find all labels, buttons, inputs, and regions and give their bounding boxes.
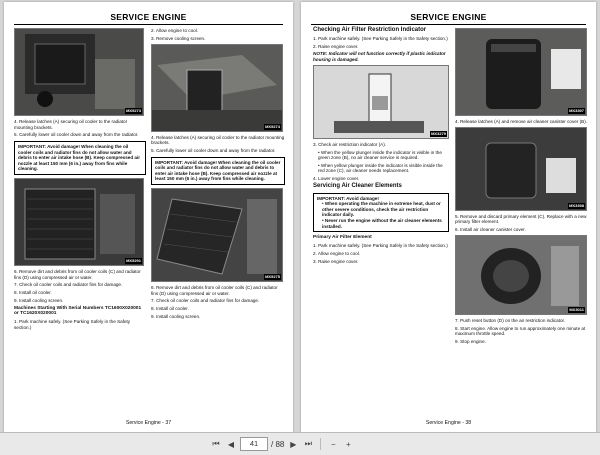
title-rule [311,24,586,25]
figure-code: MX5291 [126,258,141,264]
step-text: 9. Install cooling screen. [14,297,64,303]
step-text: 7. Check oil cooler coils and radiator fins for damage. [14,282,123,288]
step-text: 8. Install oil cooler. [14,290,52,296]
step-text: 8. Install oil cooler. [151,306,189,312]
next-page-icon[interactable]: ▶ [290,439,297,449]
section-heading: Machines Starting With Serial Numbers TC1600X020001 or TC1620X020001 [14,305,142,317]
figure-code: MX5273 [126,108,141,114]
step-text: 3. Raise engine cover. [313,258,359,264]
figure-code: MX3279 [431,131,446,137]
step-text: 4. Release latches (A) securing oil cooler to the radiator mounting brackets. [14,119,128,130]
left-column-2 [151,28,285,322]
photo-cooler-lowered-illustration [152,189,282,281]
section-heading: Checking Air Filter Restriction Indicator [313,27,427,33]
step-text: 4. Lower engine cover. [313,176,360,182]
step-text: 6. Remove dirt and debris from oil cooler coils (C) and radiator fins (D) using compressed air or water. [14,268,141,280]
bullet-text: • When yellow plunger inside the indicator is visible inside the red zone (C), air cleaner needs replacement. [318,162,443,174]
step-text: 2. Allow engine to cool. [313,250,360,256]
step-text: 4. Release latches (A) securing oil cooler to the radiator mounting brackets. [151,134,285,146]
page-number-input[interactable]: 41 [240,437,268,451]
page-title: SERVICE ENGINE [410,12,487,22]
photo-indicator-illustration [314,66,448,138]
page-right [301,2,596,432]
figure-oil-cooler-3 [151,44,283,132]
important-warning [313,193,449,233]
step-text: 2. Raise engine cover. [313,43,359,49]
photo-element-illustration [456,128,586,210]
figure-air-cleaner-3 [455,235,587,315]
step-text: 3. Remove cooling screen. [151,35,206,41]
right-column-1 [313,28,449,266]
step-text: 9. Install cooling screen. [151,313,201,319]
important-warning: IMPORTANT: Avoid damage! When cleaning the oil cooler coils and radiator fins do not allow water and debris to enter air intake hose (B). Keep compressed air nozzle at least 150 mm (6 in.) away from fins while cleaning. [151,157,285,185]
page-footer: Service Engine - 38 [425,420,472,426]
note-text: NOTE: Indicator will not function correctly if plastic indicator housing is damaged. [313,51,446,62]
step-text: 7. Push reset button (D) on the air restriction indicator. [455,317,566,323]
toolbar-divider [320,438,321,450]
warning-bullet: • When operating the machine in extreme heat, dust or other severe conditions, check the air restriction indicator daily. [322,201,441,218]
step-text: 7. Check oil cooler coils and radiator fins for damage. [151,298,260,304]
figure-code: MX5274 [265,123,280,129]
photo-canister-illustration [456,29,586,115]
step-text: 5. Remove and discard primary element (C). Replace with a new primary filter element. [455,213,587,225]
figure-air-cleaner-2 [455,127,587,211]
warning-title: IMPORTANT: Avoid damage! [317,195,379,201]
figure-oil-cooler-2 [14,178,144,266]
page-left [4,2,293,432]
step-text: 3. Check air restriction indicator (A). [313,141,387,147]
page-footer: Service Engine - 37 [125,420,172,426]
photo-engine-hood-illustration [152,45,282,131]
bullet-text: • When the yellow plunger inside the indicator is visible in the green zone (B), no air cleaner service is required. [318,149,442,161]
zoom-in-icon[interactable]: + [346,439,351,449]
photo-reset-illustration [456,236,586,314]
title-rule [14,24,283,25]
left-column-1 [14,28,146,332]
zoom-out-icon[interactable]: − [331,439,336,449]
step-text: 1. Park machine safely. (See Parking Safely in the Safety section.) [313,242,448,248]
step-text: 1. Park machine safely. (See Parking Safely in the Safety section.) [313,35,448,41]
figure-code: MX3398 [569,203,584,209]
figure-code: MX3011 [569,307,584,313]
figure-code: MX3397 [569,108,584,114]
figure-air-cleaner-1 [455,28,587,116]
toolbar-controls [210,437,354,451]
figure-code: MX5275 [265,274,280,280]
viewer-toolbar [0,432,600,455]
step-text: 5. Carefully lower oil cooler down and away from the radiator. [14,132,139,138]
important-warning: IMPORTANT: Avoid damage! When cleaning the oil cooler coils and radiator fins do not allow water and debris to enter air intake hose (B). Keep compressed air nozzle at least 150 mm (6 in.) away from fins while cleaning. [14,141,146,175]
step-text: 8. Start engine. Allow engine to run approximately one minute at maximum throttle speed. [455,325,586,337]
figure-oil-cooler-1 [14,28,144,116]
last-page-icon[interactable]: ⏭ [304,439,312,448]
warning-bullet: • Never run the engine without the air cleaner elements installed. [322,218,442,229]
step-text: 9. Stop engine. [455,339,486,345]
step-text: 2. Allow engine to cool. [151,28,198,33]
photo-radiator-illustration [15,29,143,115]
figure-oil-cooler-4 [151,188,283,282]
photo-cooler-coils-illustration [15,179,143,265]
first-page-icon[interactable]: ⏮ [212,439,220,448]
section-heading: Servicing Air Cleaner Elements [313,183,402,190]
step-text: 4. Release latches (A) and remove air cleaner canister cover (B). [455,119,587,124]
step-text: 5. Carefully lower oil cooler down and away from the radiator. [151,147,276,153]
step-text: 1. Park machine safely. (See Parking Safely in the Safety section.) [14,319,131,330]
figure-restriction-indicator [313,65,449,139]
prev-page-icon[interactable]: ◀ [227,439,235,449]
step-text: 6. Remove dirt and debris from oil cooler coils (C) and radiator fins (D) using compressed air or water. [151,284,278,296]
right-column-2 [455,28,587,347]
page-title: SERVICE ENGINE [110,12,187,22]
page-total: / 88 [271,439,285,449]
subsection-heading: Primary Air Filter Element [313,235,372,241]
step-text: 6. Install air cleaner canister cover. [455,227,526,233]
